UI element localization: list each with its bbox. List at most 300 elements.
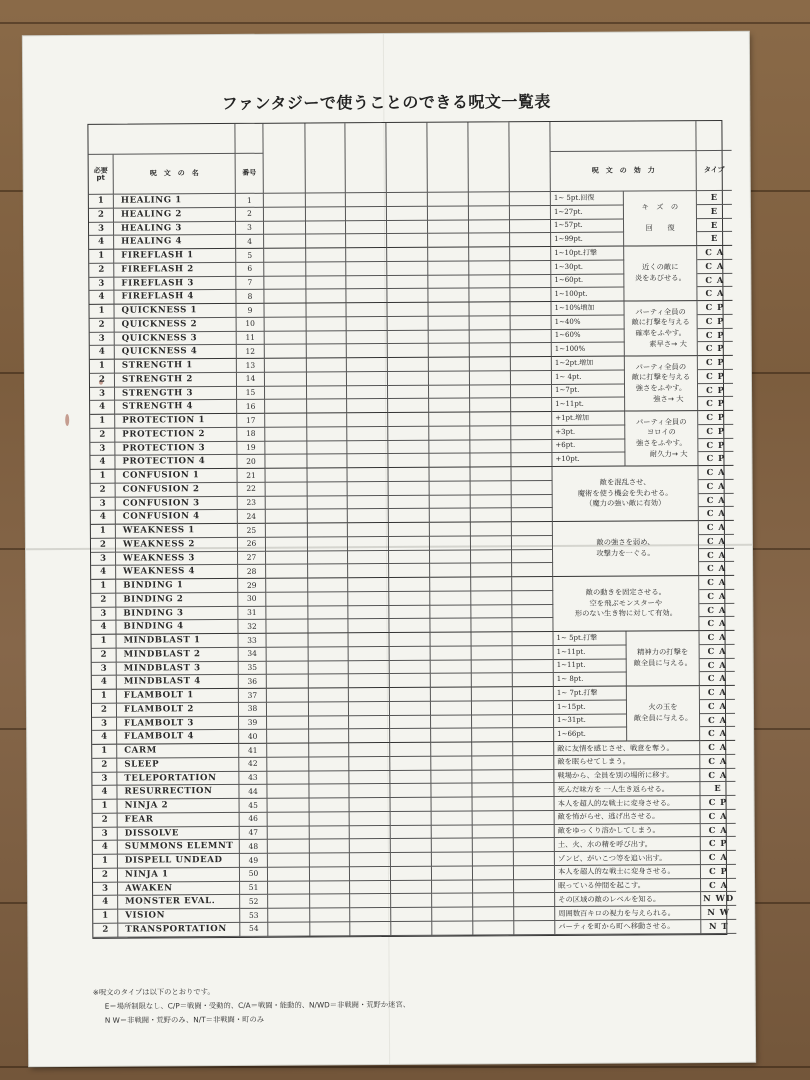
blank-cell: [266, 606, 308, 620]
spell-mp: 4: [92, 676, 117, 690]
spell-name: PROTECTION 1: [115, 414, 237, 428]
spell-number: 25: [238, 524, 266, 538]
blank-cell: [432, 839, 473, 853]
blank-cell: [265, 400, 307, 414]
blank-cell: [431, 742, 472, 756]
spell-name: FLAMBOLT 1: [117, 689, 239, 703]
spell-group-description: パーティ全員の 敵に打撃を与える 確率をふやす。 素早さ→ 大: [624, 301, 697, 356]
spell-number: 23: [238, 496, 266, 510]
blank-cell: [346, 221, 387, 235]
blank-cell: [514, 866, 555, 880]
blank-cell: [310, 826, 350, 840]
spell-effect: ゾンビ、がいこつ等を追い出す。: [555, 851, 701, 866]
spell-effect: 1~ 4pt.: [552, 370, 625, 384]
blank-cell: [431, 715, 472, 729]
blank-cell: [510, 247, 551, 261]
spell-mp: 1: [91, 525, 116, 539]
spell-name: BINDING 3: [116, 606, 238, 620]
spell-number: 6: [236, 263, 264, 277]
blank-cell: [388, 440, 429, 454]
blank-cell: [350, 812, 391, 826]
spell-number: 10: [237, 318, 265, 332]
spell-number: 3: [236, 221, 264, 235]
blank-cell: [389, 523, 430, 537]
header-blank-cell: [427, 123, 468, 193]
blank-cell: [307, 441, 347, 455]
blank-cell: [264, 235, 306, 249]
blank-cell: [472, 687, 513, 701]
blank-cell: [265, 455, 307, 469]
blank-cell: [307, 358, 347, 372]
spell-mp: 1: [92, 690, 117, 704]
spell-mp: 3: [92, 662, 117, 676]
blank-cell: [309, 743, 349, 757]
spell-type: C A: [699, 535, 734, 549]
spell-number: 43: [239, 771, 267, 785]
spell-mp: 1: [90, 415, 115, 429]
blank-cell: [511, 426, 552, 440]
blank-cell: [472, 632, 513, 646]
spell-number: 7: [236, 276, 264, 290]
blank-cell: [428, 289, 469, 303]
spell-mp: 1: [89, 250, 114, 264]
blank-cell: [469, 247, 510, 261]
header-blank-cell: [386, 123, 427, 193]
blank-cell: [307, 317, 347, 331]
blank-cell: [390, 715, 431, 729]
spell-mp: 2: [93, 813, 118, 827]
blank-cell: [510, 302, 551, 316]
blank-cell: [431, 729, 472, 743]
blank-cell: [514, 824, 555, 838]
blank-cell: [264, 221, 306, 235]
blank-cell: [470, 454, 511, 468]
spell-type: C P: [698, 438, 733, 452]
blank-cell: [431, 646, 472, 660]
spell-type: C P: [698, 397, 733, 411]
spell-name: FIREFLASH 2: [114, 263, 236, 277]
blank-cell: [432, 921, 473, 935]
blank-cell: [387, 262, 428, 276]
spell-name: FIREFLASH 3: [114, 276, 236, 290]
blank-cell: [429, 316, 470, 330]
spell-type: C P: [698, 383, 733, 397]
blank-cell: [389, 495, 430, 509]
blank-cell: [350, 798, 391, 812]
blank-cell: [388, 317, 429, 331]
blank-cell: [349, 729, 390, 743]
spell-number: 29: [238, 579, 266, 593]
spell-type: C A: [700, 755, 735, 769]
blank-cell: [264, 276, 306, 290]
blank-cell: [389, 550, 430, 564]
spell-number: 50: [240, 867, 268, 881]
spell-type: C A: [700, 686, 735, 700]
blank-cell: [514, 838, 555, 852]
spell-mp: 1: [91, 470, 116, 484]
spell-number: 21: [238, 469, 266, 483]
spell-mp: 1: [93, 855, 118, 869]
blank-cell: [391, 798, 432, 812]
spell-number: 36: [239, 675, 267, 689]
blank-cell: [389, 605, 430, 619]
spell-type: C A: [697, 287, 732, 301]
spell-number: 30: [238, 593, 266, 607]
blank-cell: [471, 522, 512, 536]
blank-cell: [306, 248, 346, 262]
spell-list-sheet: [23, 32, 755, 1066]
blank-cell: [432, 825, 473, 839]
blank-cell: [387, 220, 428, 234]
blank-cell: [389, 482, 430, 496]
spell-mp: 3: [93, 882, 118, 896]
spell-mp: 4: [91, 621, 116, 635]
blank-cell: [349, 702, 390, 716]
blank-cell: [510, 206, 551, 220]
spell-name: HEALING 3: [114, 221, 236, 235]
blank-cell: [429, 426, 470, 440]
blank-cell: [349, 770, 390, 784]
spell-effect: 敵を怖がらせ、逃げ出させる。: [555, 810, 701, 825]
blank-cell: [473, 797, 514, 811]
spell-effect: 敵に友情を感じさせ、戦意を奪う。: [554, 741, 700, 756]
blank-cell: [430, 509, 471, 523]
spell-mp: 2: [89, 263, 114, 277]
blank-cell: [429, 371, 470, 385]
spell-mp: 2: [92, 703, 117, 717]
spell-type: E: [697, 191, 732, 205]
spell-effect: 1~100pt.: [551, 288, 624, 302]
spell-effect: 1~7pt.: [552, 384, 625, 398]
blank-cell: [266, 578, 308, 592]
header-blank-cell: [235, 124, 263, 154]
blank-cell: [388, 427, 429, 441]
blank-cell: [513, 701, 554, 715]
blank-cell: [307, 455, 347, 469]
blank-cell: [388, 330, 429, 344]
blank-cell: [266, 496, 308, 510]
blank-cell: [306, 290, 346, 304]
blank-cell: [266, 482, 308, 496]
blank-cell: [511, 398, 552, 412]
blank-cell: [510, 233, 551, 247]
blank-cell: [267, 702, 309, 716]
blank-cell: [471, 495, 512, 509]
spell-name: BINDING 4: [116, 620, 238, 634]
blank-cell: [471, 536, 512, 550]
blank-cell: [473, 825, 514, 839]
spell-name: MINDBLAST 3: [117, 661, 239, 675]
spell-number: 26: [238, 538, 266, 552]
blank-cell: [266, 510, 308, 524]
spell-name: HEALING 4: [114, 235, 236, 249]
blank-cell: [349, 715, 390, 729]
blank-cell: [469, 220, 510, 234]
spell-effect: パーティを町から町へ移動させる。: [555, 920, 701, 935]
blank-cell: [350, 922, 391, 936]
blank-cell: [349, 633, 390, 647]
spell-name: QUICKNESS 1: [115, 304, 237, 318]
blank-cell: [387, 193, 428, 207]
spell-mp: 4: [92, 731, 117, 745]
blank-cell: [432, 866, 473, 880]
blank-cell: [431, 756, 472, 770]
blank-cell: [430, 495, 471, 509]
blank-cell: [348, 523, 389, 537]
blank-cell: [513, 673, 554, 687]
blank-cell: [347, 358, 388, 372]
blank-cell: [350, 894, 391, 908]
spell-type: C P: [698, 342, 733, 356]
spell-mp: 2: [89, 208, 114, 222]
spell-name: FLAMBOLT 3: [117, 716, 239, 730]
blank-cell: [387, 275, 428, 289]
blank-cell: [307, 386, 347, 400]
blank-cell: [390, 743, 431, 757]
blank-cell: [428, 193, 469, 207]
spell-type: C A: [699, 480, 734, 494]
spell-mp: 2: [90, 428, 115, 442]
spell-effect: 1~ 5pt.回復: [551, 192, 624, 206]
spell-number: 54: [240, 922, 268, 936]
blank-cell: [430, 550, 471, 564]
blank-cell: [310, 922, 350, 936]
blank-cell: [348, 578, 389, 592]
spell-number: 34: [239, 647, 267, 661]
spell-effect: その区域の敵のレベルを知る。: [555, 892, 701, 907]
blank-cell: [390, 770, 431, 784]
blank-cell: [472, 660, 513, 674]
blank-cell: [471, 481, 512, 495]
spell-effect: 1~2pt.増加: [552, 357, 625, 371]
spell-effect: 本人を超人的な戦士に変身させる。: [555, 865, 701, 880]
spell-type: E: [697, 218, 732, 232]
blank-cell: [308, 592, 348, 606]
blank-cell: [309, 661, 349, 675]
blank-cell: [310, 867, 350, 881]
spell-name: MONSTER EVAL.: [118, 895, 240, 909]
blank-cell: [309, 716, 349, 730]
blank-cell: [473, 811, 514, 825]
spell-type: N T: [701, 920, 736, 934]
blank-cell: [471, 550, 512, 564]
spell-effect: 1~99pt.: [551, 233, 624, 247]
blank-cell: [310, 881, 350, 895]
blank-cell: [264, 262, 306, 276]
spell-type: C P: [697, 301, 732, 315]
spell-name: DISPELL UNDEAD: [118, 854, 240, 868]
spell-effect: 1~10pt.打撃: [551, 247, 624, 261]
spell-mp: 4: [90, 456, 115, 470]
spell-type: C A: [697, 273, 732, 287]
blank-cell: [473, 852, 514, 866]
blank-cell: [428, 220, 469, 234]
spell-name: FLAMBOLT 4: [117, 730, 239, 744]
blank-cell: [264, 194, 306, 208]
blank-cell: [388, 344, 429, 358]
blank-cell: [308, 578, 348, 592]
spell-mp: 2: [92, 758, 117, 772]
spell-effect: 1~11pt.: [554, 645, 627, 659]
blank-cell: [346, 193, 387, 207]
blank-cell: [389, 564, 430, 578]
spell-number: 5: [236, 249, 264, 263]
spell-mp: 3: [91, 607, 116, 621]
blank-cell: [310, 839, 350, 853]
blank-cell: [308, 537, 348, 551]
blank-cell: [349, 743, 390, 757]
spell-number: 11: [237, 331, 265, 345]
spell-type: C A: [698, 466, 733, 480]
blank-cell: [512, 522, 553, 536]
blank-cell: [348, 551, 389, 565]
blank-cell: [264, 207, 306, 221]
spell-number: 53: [240, 909, 268, 923]
blank-cell: [391, 853, 432, 867]
spell-name: CONFUSION 1: [116, 469, 238, 483]
spell-number: 45: [240, 799, 268, 813]
blank-cell: [431, 770, 472, 784]
header-blank-cell: [468, 122, 509, 192]
blank-cell: [430, 605, 471, 619]
header-type: タイプ: [697, 151, 732, 191]
blank-cell: [346, 303, 387, 317]
blank-cell: [310, 908, 350, 922]
header-mp: 必要 pt: [89, 155, 114, 195]
spell-type: C A: [699, 590, 734, 604]
spell-name: NINJA 2: [118, 799, 240, 813]
spell-group-description: パーティ全員の 敵に打撃を与える 強さをふやす。 強さ→ 大: [625, 356, 698, 411]
blank-cell: [428, 303, 469, 317]
blank-cell: [349, 784, 390, 798]
blank-cell: [268, 853, 310, 867]
blank-cell: [469, 275, 510, 289]
spell-name: CONFUSION 4: [116, 510, 238, 524]
blank-cell: [511, 357, 552, 371]
blank-cell: [429, 440, 470, 454]
spell-effect: 1~11pt.: [552, 398, 625, 412]
blank-cell: [388, 399, 429, 413]
spell-effect: 1~11pt.: [554, 659, 627, 673]
spell-mp: 2: [93, 923, 118, 937]
spell-number: 38: [239, 702, 267, 716]
blank-cell: [431, 784, 472, 798]
spell-number: 52: [240, 895, 268, 909]
blank-cell: [514, 921, 555, 935]
blank-cell: [387, 303, 428, 317]
spell-mp: 4: [90, 346, 115, 360]
blank-cell: [389, 509, 430, 523]
blank-cell: [347, 413, 388, 427]
spell-mp: 2: [92, 648, 117, 662]
blank-cell: [350, 825, 391, 839]
spell-mp: 3: [89, 222, 114, 236]
spell-type: E: [700, 782, 735, 796]
blank-cell: [268, 826, 310, 840]
blank-cell: [349, 647, 390, 661]
blank-cell: [266, 620, 308, 634]
spell-number: 46: [240, 812, 268, 826]
blank-cell: [267, 675, 309, 689]
blank-cell: [511, 385, 552, 399]
spell-number: 47: [240, 826, 268, 840]
blank-cell: [512, 481, 553, 495]
spell-name: WEAKNESS 2: [116, 538, 238, 552]
blank-cell: [348, 468, 389, 482]
note-line: N W＝非戦闘・荒野のみ、N/T＝非戦闘・町のみ: [104, 1015, 265, 1026]
spell-type: C A: [700, 727, 735, 741]
spell-effect: 1~ 8pt.: [554, 673, 627, 687]
blank-cell: [512, 549, 553, 563]
blank-cell: [268, 881, 310, 895]
blank-cell: [308, 619, 348, 633]
spell-mp: 4: [91, 566, 116, 580]
spell-mp: 3: [93, 827, 118, 841]
blank-cell: [346, 234, 387, 248]
blank-cell: [513, 728, 554, 742]
blank-cell: [347, 427, 388, 441]
spell-type: C P: [698, 370, 733, 384]
blank-cell: [470, 316, 511, 330]
blank-cell: [267, 716, 309, 730]
spell-effect: 本人を超人的な戦士に変身させる。: [555, 796, 701, 811]
blank-cell: [264, 249, 306, 263]
blank-cell: [390, 688, 431, 702]
blank-cell: [308, 482, 348, 496]
blank-cell: [472, 756, 513, 770]
spell-type: C A: [699, 562, 734, 576]
spell-number: 20: [237, 455, 265, 469]
blank-cell: [388, 385, 429, 399]
spell-type: C P: [701, 837, 736, 851]
blank-cell: [430, 564, 471, 578]
blank-cell: [510, 288, 551, 302]
spell-effect: 戦場から、全員を別の場所に移す。: [554, 769, 700, 784]
spell-name: TRANSPORTATION: [118, 923, 240, 937]
blank-cell: [470, 357, 511, 371]
blank-cell: [268, 908, 310, 922]
spell-mp: 3: [90, 387, 115, 401]
blank-cell: [472, 770, 513, 784]
blank-cell: [265, 345, 307, 359]
blank-cell: [308, 606, 348, 620]
spell-type: C A: [699, 507, 734, 521]
spell-type: C A: [699, 493, 734, 507]
blank-cell: [471, 618, 512, 632]
blank-cell: [390, 646, 431, 660]
spell-type: C A: [700, 658, 735, 672]
spell-type: C P: [701, 865, 736, 879]
blank-cell: [268, 840, 310, 854]
spell-effect: 1~15pt.: [554, 700, 627, 714]
blank-cell: [389, 591, 430, 605]
spell-name: MINDBLAST 4: [117, 675, 239, 689]
blank-cell: [391, 894, 432, 908]
blank-cell: [510, 220, 551, 234]
blank-cell: [267, 771, 309, 785]
spell-name: PROTECTION 4: [115, 455, 237, 469]
paper-stain: [65, 414, 69, 426]
spell-type: C A: [700, 741, 735, 755]
blank-cell: [513, 659, 554, 673]
blank-cell: [471, 591, 512, 605]
spell-group-description: パーティ全員の ヨロイの 強さをふやす。 耐久力→ 大: [625, 411, 698, 466]
spell-mp: 2: [93, 868, 118, 882]
blank-cell: [429, 344, 470, 358]
spell-type: C P: [698, 411, 733, 425]
spell-table: [87, 120, 735, 938]
blank-cell: [471, 467, 512, 481]
